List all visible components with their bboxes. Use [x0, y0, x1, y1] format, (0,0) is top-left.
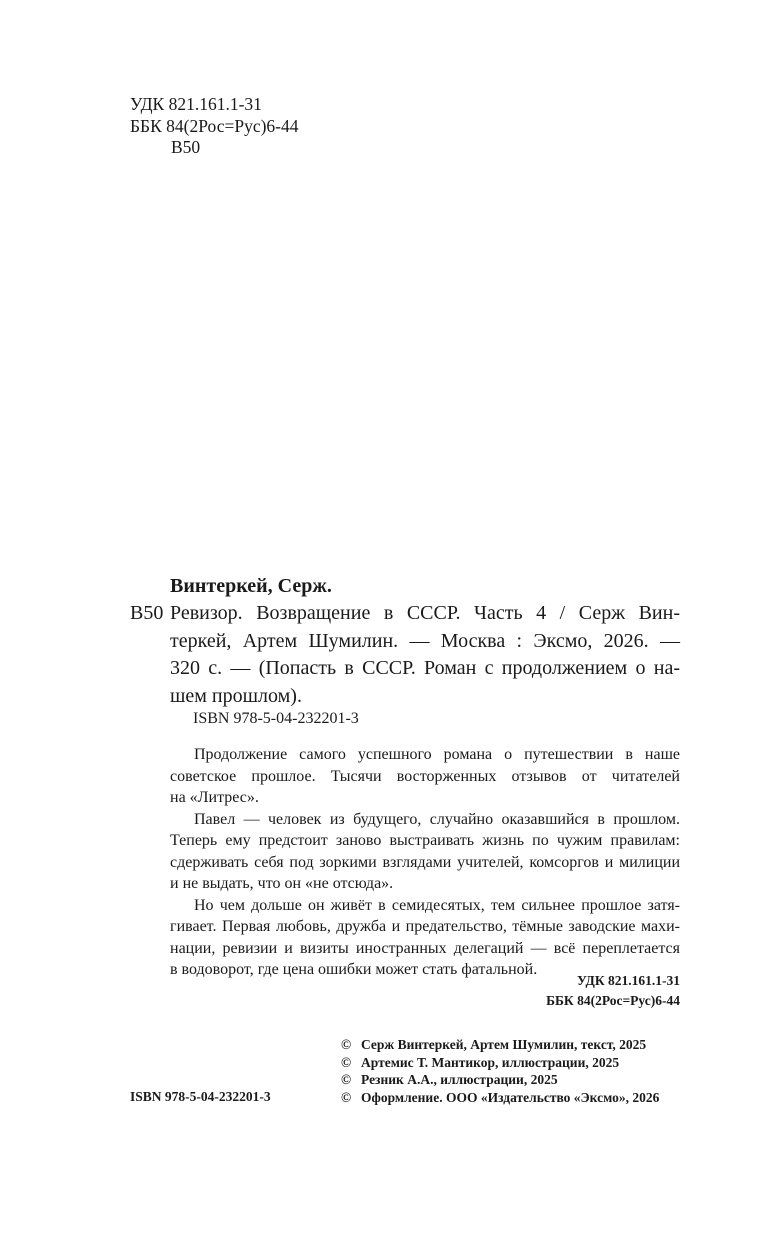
biblio-line: теркей, Артем Шумилин. — Москва : Эксмо, 2026. — — [170, 629, 680, 652]
annotation — [170, 744, 680, 981]
bibliographic-description — [170, 600, 680, 710]
author-mark-left: В50 — [130, 602, 164, 624]
annotation-line: на «Литрес». — [170, 789, 259, 806]
copyright-line — [341, 1036, 659, 1054]
copyright-symbol: © — [341, 1037, 352, 1052]
udk-code: УДК 821.161.1-31 — [130, 94, 262, 114]
copyright-text: Серж Винтеркей, Артем Шумилин, текст, 2025 — [361, 1037, 647, 1052]
copyright-symbol: © — [341, 1089, 352, 1105]
copyright-text: Артемис Т. Мантикор, иллюстрации, 2025 — [361, 1054, 620, 1070]
copyright-block — [341, 1036, 659, 1106]
annotation-line: советское прошлое. Тысячи восторженных отзывов от читателей — [170, 767, 680, 785]
author-mark: В50 — [171, 137, 201, 157]
annotation-line: Но чем дольше он живёт в семидесятых, тем сильнее прошлое затя- — [194, 896, 680, 914]
isbn-bottom: ISBN 978-5-04-232201-3 — [130, 1089, 271, 1104]
author-heading: Винтеркей, Серж. — [170, 575, 332, 597]
annotation-line: Теперь ему предстоит заново выстраивать жизнь по чужим правилам: — [170, 832, 680, 849]
annotation-line: и не выдать, что он «не отсюда». — [170, 875, 394, 892]
udk-code-bottom: УДК 821.161.1-31 — [577, 973, 680, 988]
annotation-line: гивает. Первая любовь, дружба и предательство, тёмные заводские махи- — [170, 918, 680, 935]
top-classification-codes — [130, 94, 299, 159]
copyright-line — [341, 1071, 659, 1089]
bottom-classification-codes — [546, 971, 680, 1010]
annotation-line: нации, ревизии и визиты иностранных делегаций — всё переплетается — [170, 939, 680, 957]
biblio-line: Ревизор. Возвращение в СССР. Часть 4 / Серж Вин- — [170, 602, 680, 624]
copyright-line — [341, 1054, 659, 1072]
copyright-text: Резник А.А., иллюстрации, 2025 — [361, 1072, 558, 1087]
isbn-main: ISBN 978-5-04-232201-3 — [193, 710, 359, 727]
copyright-text: Оформление. ООО «Издательство «Эксмо», 2026 — [361, 1089, 660, 1105]
bbk-code-bottom: ББК 84(2Рос=Рус)6-44 — [546, 992, 680, 1008]
annotation-line: в водоворот, где цена ошибки может стать фатальной. — [170, 961, 538, 978]
bbk-code: ББК 84(2Рос=Рус)6-44 — [130, 115, 299, 136]
annotation-line: сдерживать себя под зоркими взглядами учителей, комсоргов и милиции — [170, 853, 680, 871]
biblio-line: шем прошлом). — [170, 684, 302, 707]
copyright-symbol: © — [341, 1072, 352, 1087]
annotation-line: Продолжение самого успешного романа о путешествии в наше — [194, 746, 680, 763]
annotation-line: Павел — человек из будущего, случайно оказавшийся в прошлом. — [194, 810, 680, 828]
biblio-line: 320 с. — (Попасть в СССР. Роман с продолжением о на- — [170, 657, 680, 679]
copyright-symbol: © — [341, 1054, 352, 1070]
copyright-line — [341, 1089, 659, 1107]
